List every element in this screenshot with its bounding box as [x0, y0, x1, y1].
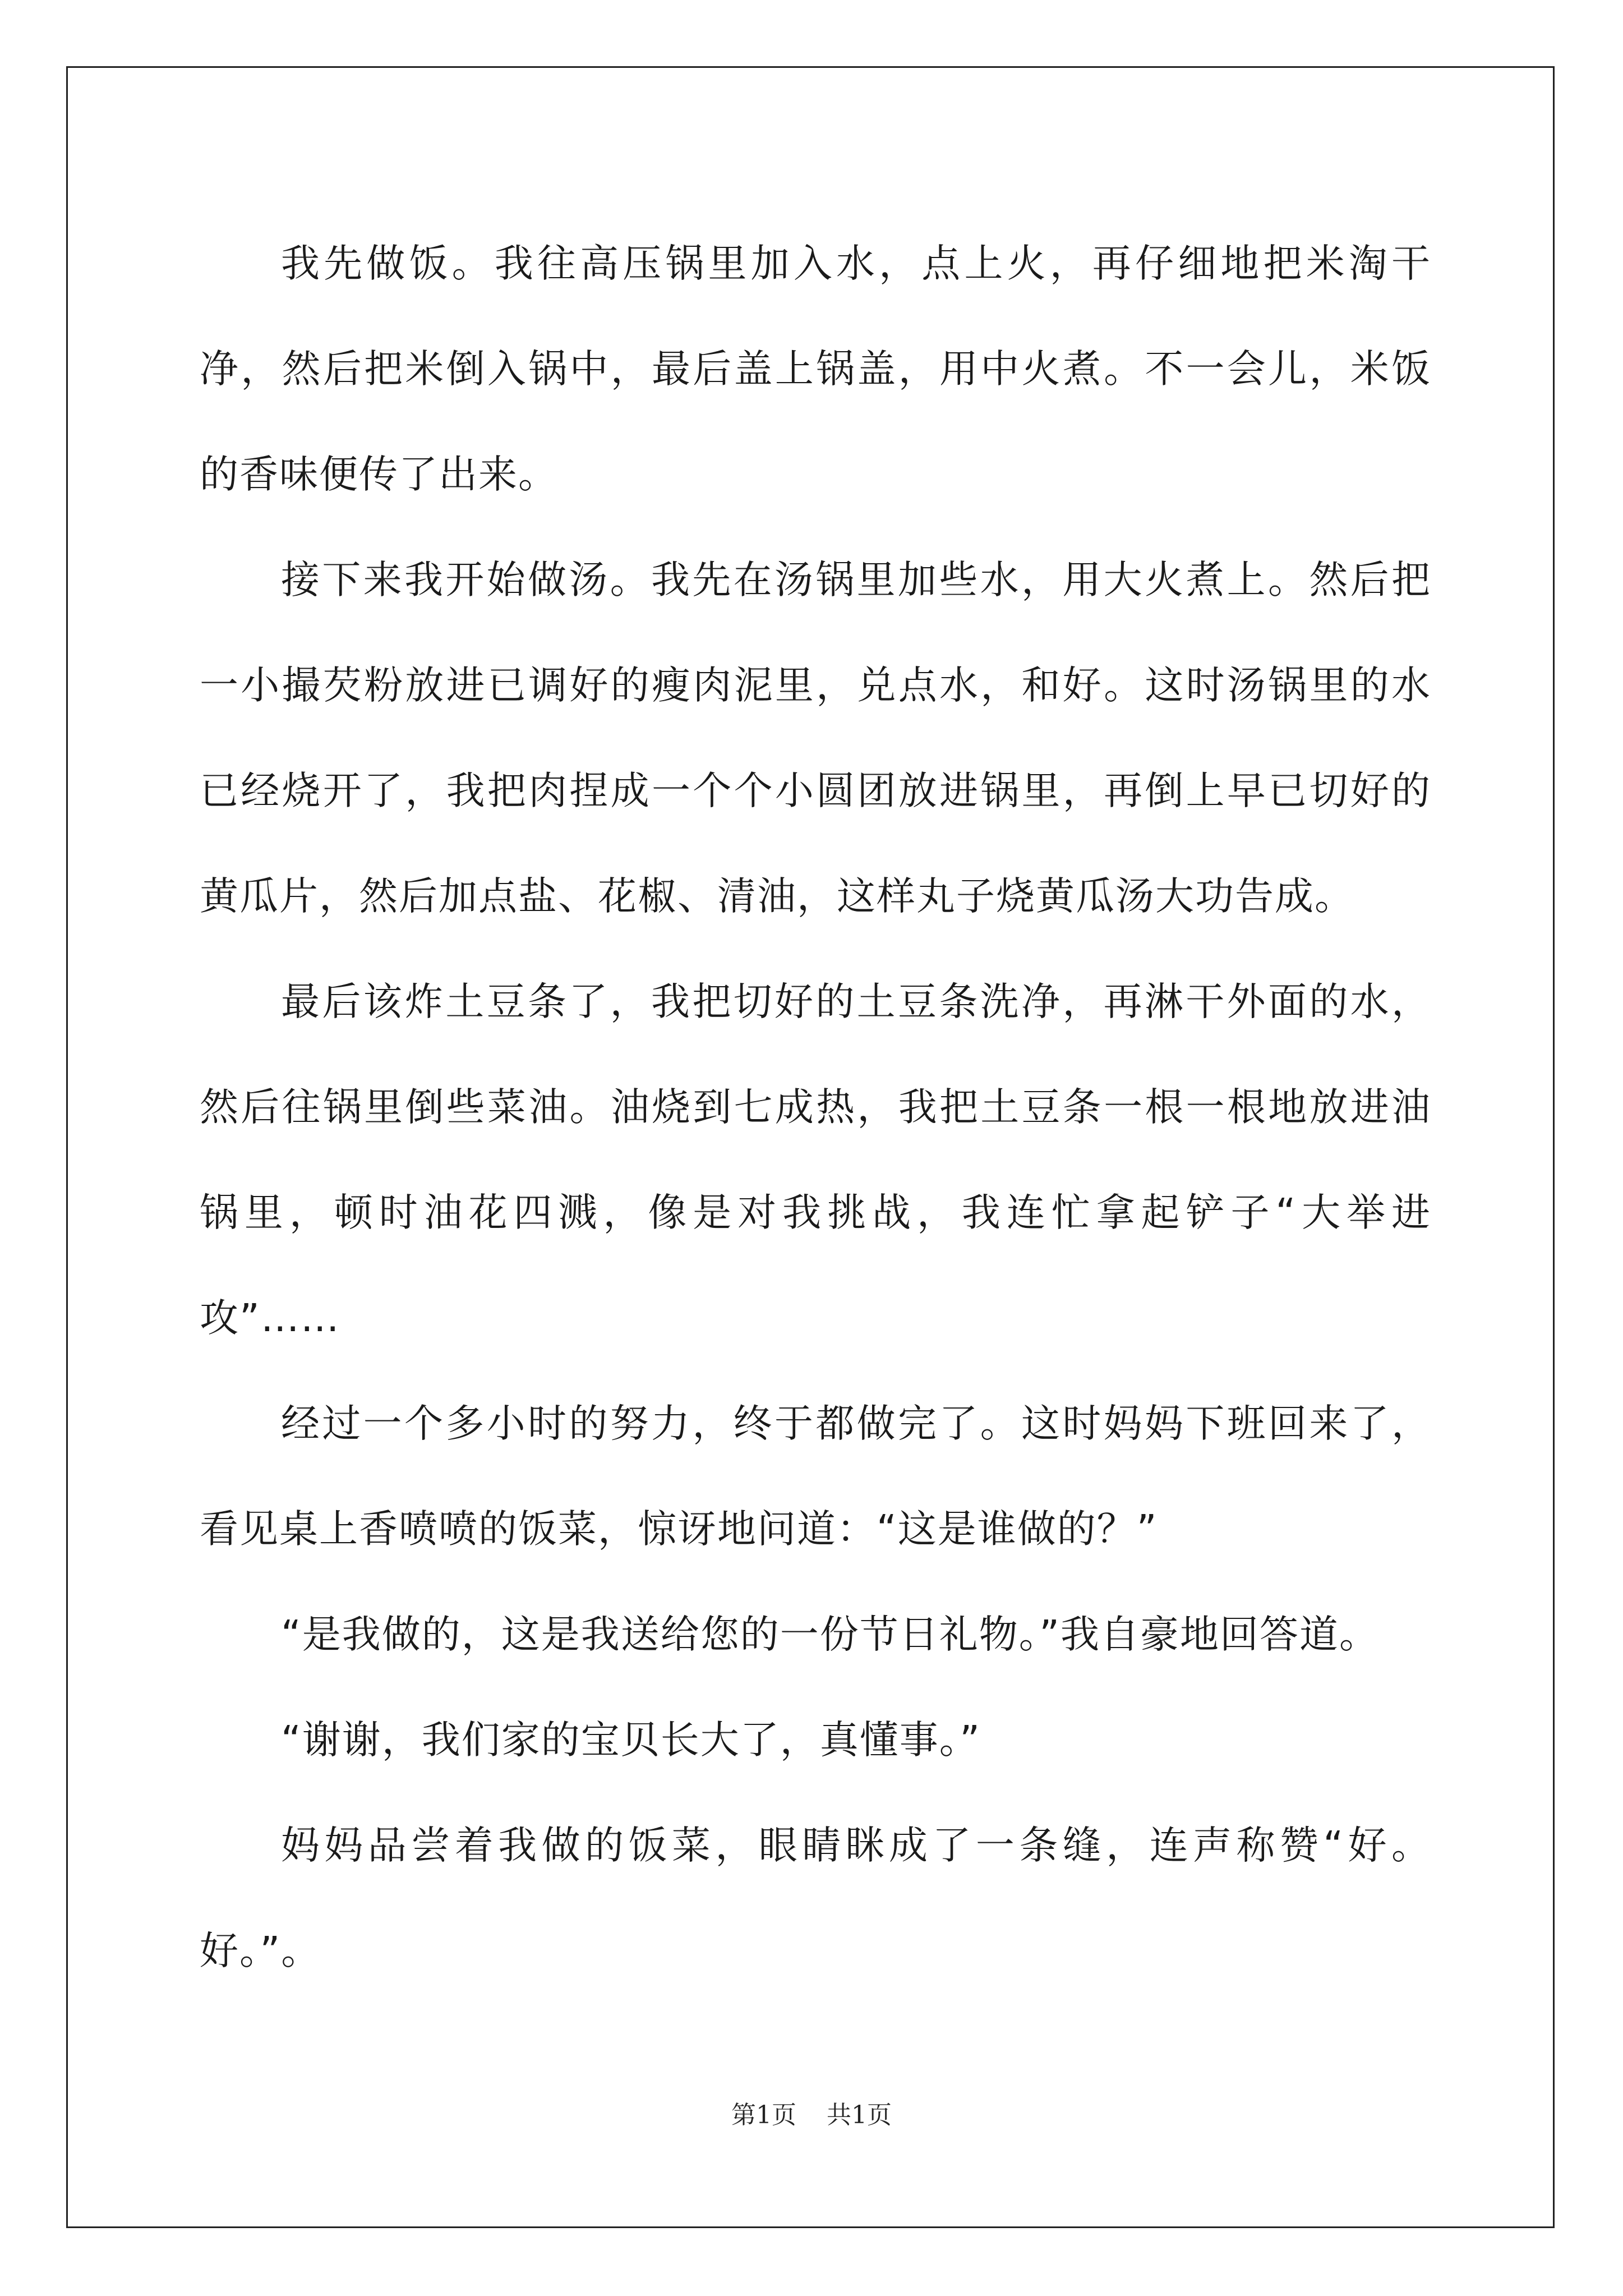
paragraph-3: 最后该炸土豆条了，我把切好的土豆条洗净，再淋干外面的水，然后往锅里倒些菜油。油烧到七成热，我把土豆条一根一根地放进油锅里，顿时油花四溅，像是对我挑战，我连忙拿起铲子“大举进攻”…… [200, 979, 1431, 1341]
paragraph-2: 接下来我开始做汤。我先在汤锅里加些水，用大火煮上。然后把一小撮芡粉放进已调好的瘦肉泥里，兑点水，和好。这时汤锅里的水已经烧开了，我把肉捏成一个个小圆团放进锅里，再倒上早已切好的黄瓜片，然后加点盐、花椒、清油，这样丸子烧黄瓜汤大功告成。 [200, 558, 1431, 919]
paragraph-5: “是我做的，这是我送给您的一份节日礼物。”我自豪地回答道。 [281, 1612, 1379, 1657]
paragraph-1: 我先做饭。我往高压锅里加入水，点上火，再仔细地把米淘干净，然后把米倒入锅中，最后盖上锅盖，用中火煮。不一会儿，米饭的香味便传了出来。 [200, 241, 1431, 497]
document-body [200, 211, 1431, 2004]
paragraph-6: “谢谢，我们家的宝贝长大了，真懂事。” [281, 1718, 981, 1763]
paragraph-7: 妈妈品尝着我做的饭菜，眼睛眯成了一条缝，连声称赞“好。好。”。 [200, 1823, 1431, 1973]
page-footer: 第1页 共1页 [731, 2101, 892, 2129]
paragraph-4: 经过一个多小时的努力，终于都做完了。这时妈妈下班回来了，看见桌上香喷喷的饭菜，惊讶地问道：“这是谁做的？” [200, 1401, 1431, 1552]
